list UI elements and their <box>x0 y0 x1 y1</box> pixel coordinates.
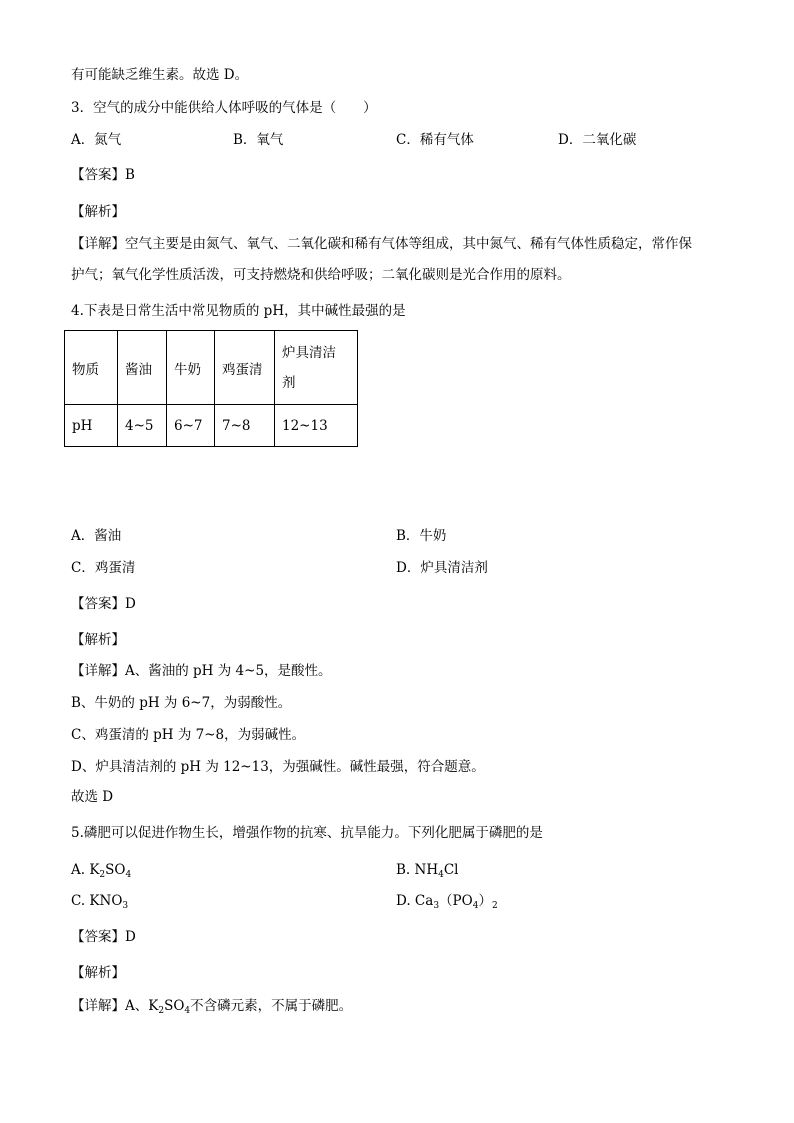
option-text: （PO <box>439 893 473 909</box>
option-c <box>71 891 128 911</box>
subscript: 4 <box>472 901 479 911</box>
table-cell <box>275 331 358 405</box>
option-text: SO <box>105 862 126 878</box>
table-cell: 4~5 <box>118 405 167 447</box>
table-header-row <box>65 331 358 405</box>
ph-table <box>64 330 358 447</box>
option-d: D．炉具清洁剂 <box>396 560 488 576</box>
table-cell: 12~13 <box>275 405 358 447</box>
option-c: C．稀有气体 <box>396 132 474 148</box>
subscript: 2 <box>491 901 498 911</box>
option-text: ） <box>478 893 492 909</box>
option-a <box>71 860 131 880</box>
subscript: 2 <box>99 870 106 880</box>
explanation-text: 不含磷元素，不属于磷肥。 <box>190 998 353 1014</box>
option-c: C．鸡蛋清 <box>71 560 136 576</box>
table-cell-line: 炉具清洁 <box>282 344 336 361</box>
table-cell-line: 剂 <box>282 374 296 391</box>
explanation-text: SO <box>164 998 185 1014</box>
question-3: 3．空气的成分中能供给人体呼吸的气体是（ ） <box>71 100 377 116</box>
subscript: 4 <box>184 1006 191 1016</box>
explanation-line: 护气；氧气化学性质活泼，可支持燃烧和供给呼吸；二氧化碳则是光合作用的原料。 <box>71 267 571 283</box>
analysis-heading: 【解析】 <box>71 965 125 981</box>
table-cell: 牛奶 <box>167 331 215 405</box>
explanation-line: D、炉具清洁剂的 pH 为 12~13，为强碱性。碱性最强，符合题意。 <box>71 759 485 775</box>
option-b <box>396 860 458 880</box>
subscript: 4 <box>438 870 444 880</box>
explanation-text: 【详解】A、K <box>71 998 159 1014</box>
table-cell: 鸡蛋清 <box>215 331 275 405</box>
subscript: 2 <box>158 1006 165 1016</box>
option-b: B．牛奶 <box>396 528 447 544</box>
option-text: C. KNO <box>71 893 123 909</box>
table-cell: 酱油 <box>118 331 167 405</box>
text-line: 有可能缺乏维生素。故选 D。 <box>71 67 249 83</box>
table-cell: 6~7 <box>167 405 215 447</box>
option-text: D. Ca <box>396 893 434 909</box>
explanation-line <box>71 996 352 1016</box>
answer: 【答案】B <box>71 167 135 183</box>
option-text: Cl <box>443 862 459 878</box>
conclusion: 故选 D <box>71 789 114 805</box>
table-row <box>65 405 358 447</box>
explanation-line: B、牛奶的 pH 为 6~7，为弱酸性。 <box>71 695 292 711</box>
answer: 【答案】D <box>71 929 136 945</box>
subscript: 3 <box>122 901 129 911</box>
option-d: D．二氧化碳 <box>558 132 637 148</box>
table-cell: 物质 <box>65 331 118 405</box>
option-text: B. NH <box>396 862 439 878</box>
option-b: B．氧气 <box>233 132 284 148</box>
option-a: A．氮气 <box>71 132 122 148</box>
explanation-line: C、鸡蛋清的 pH 为 7~8，为弱碱性。 <box>71 727 306 743</box>
answer: 【答案】D <box>71 596 136 612</box>
option-text: A. K <box>71 862 100 878</box>
subscript: 4 <box>125 870 132 880</box>
table-cell: pH <box>65 405 118 447</box>
question-5: 5.磷肥可以促进作物生长，增强作物的抗寒、抗旱能力。下列化肥属于磷肥的是 <box>71 825 543 841</box>
table-cell: 7~8 <box>215 405 275 447</box>
subscript: 3 <box>433 901 440 911</box>
question-4: 4.下表是日常生活中常见物质的 pH，其中碱性最强的是 <box>71 303 406 319</box>
analysis-heading: 【解析】 <box>71 632 125 648</box>
analysis-heading: 【解析】 <box>71 204 125 220</box>
explanation-line: 【详解】空气主要是由氮气、氧气、二氧化碳和稀有气体等组成，其中氮气、稀有气体性质稳定，常作保 <box>71 236 692 252</box>
explanation-line: 【详解】A、酱油的 pH 为 4~5，是酸性。 <box>71 663 332 679</box>
option-d <box>396 891 498 911</box>
option-a: A．酱油 <box>71 528 122 544</box>
